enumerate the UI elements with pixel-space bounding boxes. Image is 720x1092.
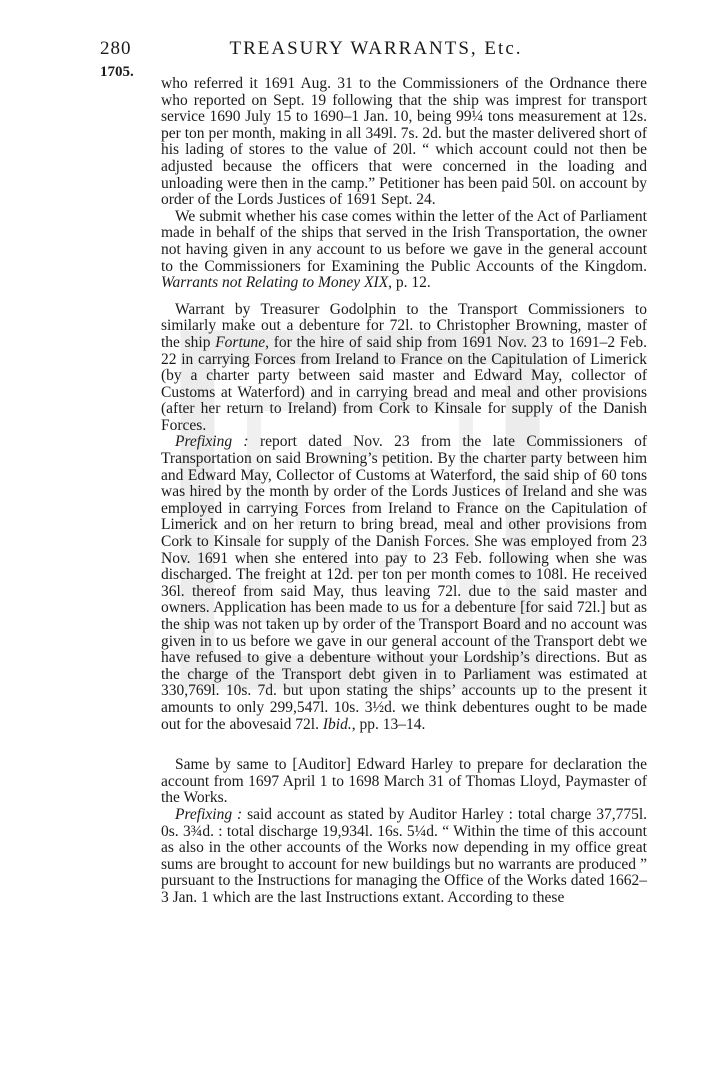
paragraph-3: Warrant by Treasurer Godolphin to the Transport Commissioners to similarly make out a debenture for 72l. to Christopher Browning, master of the ship Fortune, for the hire of said ship from 1691 Nov. 23 to 1691–2 Feb. 22 in carrying Forces from Ireland to France on the Capitulation of Limerick (by a charter party between said master and Edward May, collector of Customs at Waterford) and in carrying bread and meal and other provisions (after her return to Ireland) from Cork to Kinsale for supply of the Danish Forces. bbox=[161, 300, 647, 434]
page-number: 280 bbox=[100, 38, 132, 59]
paragraph-2: We submit whether his case comes within the letter of the Act of Parliament made in behalf of the ships that served in the Irish Transportation, the owner not having given in any account to us before we gave in the general account to the Commissioners for Examining the Public Accounts of the Kingdom. Warrants not Relating to Money XIX, p. 12. bbox=[161, 207, 647, 292]
running-header bbox=[100, 38, 652, 62]
paragraph-5: Same by same to [Auditor] Edward Harley to prepare for declaration the account from 1697 April 1 to 1698 March 31 of Thomas Lloyd, Paymaster of the Works. bbox=[161, 756, 647, 807]
paragraph-1: who referred it 1691 Aug. 31 to the Commissioners of the Ordnance there who reported on Sept. 19 following that the ship was imprest for transport service 1690 July 15 to 1690–1 Jan. 10, being 99¼ tons measurement at 12s. per ton per month, making in all 349l. 7s. 2d. but the master delivered short of his lading of stores to the value of 20l. “ which account could not then be adjusted because the officers that were concerned in the loading and unloading were then in the camp.” Petitioner has been paid 50l. on account by order of the Lords Justices of 1691 Sept. 24. bbox=[161, 75, 647, 209]
paragraph-6: Prefixing : said account as stated by Auditor Harley : total charge 37,775l. 0s. 3¾d. : total discharge 19,934l. 16s. 5¼d. “ Within the time of this account as also in the other accounts of the Works now depending in my office great sums are brought to account for new buildings but no warrants are produced ” pursuant to the Instructions for managing the Office of the Works dated 1662–3 Jan. 1 which are the last Instructions extant. According to these bbox=[161, 805, 647, 906]
paragraph-4: Prefixing : report dated Nov. 23 from the late Commissioners of Transportation on said Browning’s petition. By the charter party between him and Edward May, Collector of Customs at Waterford, the said ship of 60 tons was hired by the month by order of the Lords Justices of Ireland and she was employed in carrying Forces from Ireland to France on the Capitulation of Limerick and on her return to bring bread, meal and other provisions from Cork to Kinsale for supply of the Danish Forces. She was employed from 23 Nov. 1691 when she entered into pay to 23 Feb. following when she was discharged. The freight at 12d. per ton per month comes to 108l. He received 36l. thereof from said May, thus leaving 72l. due to the said master and owners. Application has been made to us for a debenture [for said 72l.] but as the ship was not taken up by order of the Transport Board and no account was given in to us before we gave in our general account of the Transport debt we have refused to give a debenture without your Lordship’s directions. But as the charge of the Transport debt given in to Parliament was estimated at 330,769l. 10s. 7d. but upon stating the ships’ accounts up to the present it amounts to only 299,547l. 10s. 3½d. we think debentures ought to be made out for the abovesaid 72l. Ibid., pp. 13–14. bbox=[161, 433, 648, 733]
year-marginal-note: 1705. bbox=[100, 64, 134, 80]
body-text bbox=[161, 76, 647, 907]
running-title: TREASURY WARRANTS, Etc. bbox=[229, 38, 523, 59]
